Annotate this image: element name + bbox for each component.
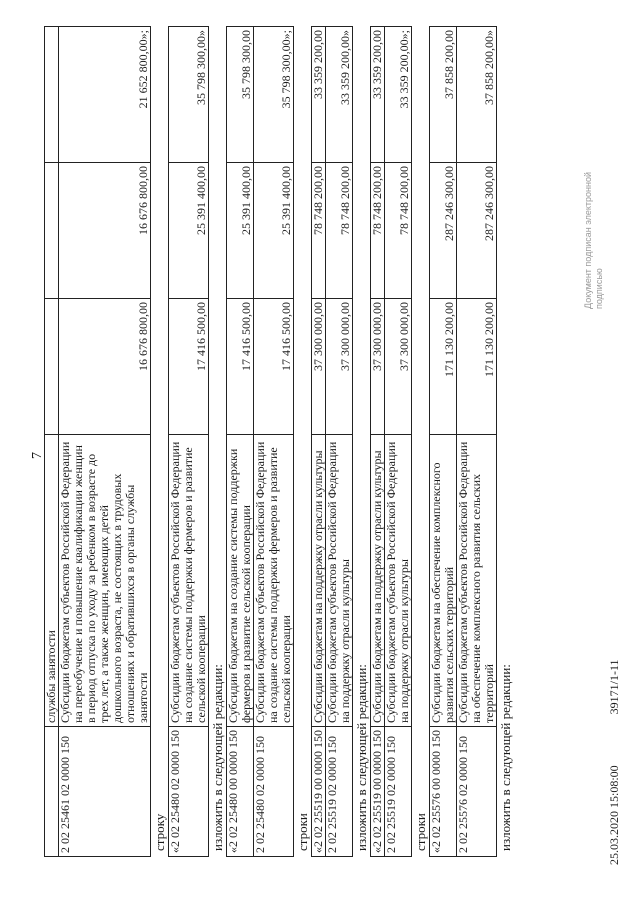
amount-cell: 25 391 400,00 <box>169 163 209 299</box>
description-cell: Субсидии бюджетам на создание системы поддержки фермеров и развитие сельской кооперации <box>227 435 254 727</box>
table-row <box>227 27 254 857</box>
instruction-text: строки <box>295 813 310 851</box>
amount-cell: 78 748 200,00 <box>385 163 412 299</box>
amount-cell: 35 798 300,00 <box>227 27 254 163</box>
amount-cell: 37 300 000,00 <box>371 299 385 435</box>
amount-cell <box>45 299 59 435</box>
description-cell: службы занятости <box>45 435 59 727</box>
stamp-line: подписью <box>594 268 604 309</box>
amount-cell: 33 359 200,00 <box>371 27 385 163</box>
amount-cell: 21 652 800,00»; <box>59 27 151 163</box>
amount-cell: 78 748 200,00 <box>371 163 385 299</box>
table-row <box>457 27 497 857</box>
amount-cell <box>45 163 59 299</box>
amount-cell: 16 676 800,00 <box>59 299 151 435</box>
amount-cell <box>45 27 59 163</box>
budget-table <box>429 26 497 857</box>
section-block <box>497 27 514 857</box>
amount-cell: 33 359 200,00»; <box>385 27 412 163</box>
description-cell: Субсидии бюджетам на обеспечение комплексного развития сельских территорий <box>430 435 457 727</box>
budget-table <box>226 26 294 857</box>
document-body <box>44 27 514 857</box>
amount-cell: 25 391 400,00 <box>227 163 254 299</box>
section-block <box>151 27 209 857</box>
description-cell: Субсидии бюджетам субъектов Российской Федерации на обеспечение комплексного развития сельских территорий <box>457 435 497 727</box>
budget-code-cell: 2 02 25519 02 0000 150 <box>326 727 353 857</box>
section-block <box>353 27 412 857</box>
instruction-text: изложить в следующей редакции: <box>210 664 225 851</box>
amount-cell: 37 300 000,00 <box>312 299 326 435</box>
table-row <box>59 27 151 857</box>
amount-cell: 33 359 200,00 <box>312 27 326 163</box>
instruction-text: строку <box>152 813 167 851</box>
amount-cell: 35 798 300,00»; <box>254 27 294 163</box>
amount-cell: 33 359 200,00» <box>326 27 353 163</box>
amount-cell: 171 130 200,00 <box>457 299 497 435</box>
amount-cell: 287 246 300,00 <box>430 163 457 299</box>
amount-cell: 37 300 000,00 <box>326 299 353 435</box>
amount-cell: 25 391 400,00 <box>254 163 294 299</box>
amount-cell: 37 858 200,00» <box>457 27 497 163</box>
budget-table <box>370 26 412 857</box>
amount-cell: 171 130 200,00 <box>430 299 457 435</box>
description-cell: Субсидии бюджетам субъектов Российской Федерации на создание системы поддержки фермеров и развитие сельской кооперации <box>169 435 209 727</box>
page-number: 7 <box>30 452 45 459</box>
budget-code-cell: «2 02 25519 00 0000 150 <box>371 727 385 857</box>
table-row <box>385 27 412 857</box>
budget-code-cell: «2 02 25480 00 0000 150 <box>227 727 254 857</box>
amount-cell: 17 416 500,00 <box>227 299 254 435</box>
instruction-text: изложить в следующей редакции: <box>498 664 513 851</box>
amount-cell: 16 676 800,00 <box>59 163 151 299</box>
amount-cell: 78 748 200,00 <box>312 163 326 299</box>
amount-cell: 35 798 300,00» <box>169 27 209 163</box>
table-row <box>371 27 385 857</box>
amount-cell: 287 246 300,00 <box>457 163 497 299</box>
instruction-text: изложить в следующей редакции: <box>354 664 369 851</box>
budget-table <box>168 26 209 857</box>
amount-cell: 37 858 200,00 <box>430 27 457 163</box>
description-cell: Субсидии бюджетам субъектов Российской Федерации на создание системы поддержки фермеров и развитие сельской кооперации <box>254 435 294 727</box>
amount-cell: 37 300 000,00 <box>385 299 412 435</box>
stamp-line: Документ подписан электронной <box>583 171 593 309</box>
budget-code-cell: 2 02 25461 02 0000 150 <box>59 727 151 857</box>
section-block <box>294 27 353 857</box>
budget-table <box>311 26 353 857</box>
section-block <box>209 27 294 857</box>
budget-code-cell: 2 02 25576 02 0000 150 <box>457 727 497 857</box>
description-cell: Субсидии бюджетам субъектов Российской Федерации на переобучение и повышение квалификации женщин в период отпуска по уходу за ребенком в возрасте до трех лет, а также женщин, имеющих детей дошкольного возраста, не состоящих в трудовых отношениях и обратившихся в органы службы занятости <box>59 435 151 727</box>
table-row <box>430 27 457 857</box>
budget-code-cell: «2 02 25519 00 0000 150 <box>312 727 326 857</box>
description-cell: Субсидии бюджетам субъектов Российской Федерации на поддержку отрасли культуры <box>326 435 353 727</box>
budget-code-cell <box>45 727 59 857</box>
amount-cell: 17 416 500,00 <box>169 299 209 435</box>
table-row <box>254 27 294 857</box>
amount-cell: 17 416 500,00 <box>254 299 294 435</box>
table-row <box>169 27 209 857</box>
table-row <box>312 27 326 857</box>
budget-code-cell: «2 02 25480 02 0000 150 <box>169 727 209 857</box>
amount-cell: 78 748 200,00 <box>326 163 353 299</box>
section-block <box>412 27 497 857</box>
description-cell: Субсидии бюджетам субъектов Российской Федерации на поддержку отрасли культуры <box>385 435 412 727</box>
table-row <box>45 27 59 857</box>
budget-code-cell: 2 02 25480 02 0000 150 <box>254 727 294 857</box>
table-row <box>326 27 353 857</box>
budget-table <box>44 26 151 857</box>
budget-code-cell: 2 02 25519 02 0000 150 <box>385 727 412 857</box>
signature-stamp <box>583 172 605 309</box>
footer-doc-number: 39171/1-11 <box>607 659 621 715</box>
description-cell: Субсидии бюджетам на поддержку отрасли культуры <box>312 435 326 727</box>
budget-code-cell: «2 02 25576 00 0000 150 <box>430 727 457 857</box>
footer <box>607 611 622 865</box>
section-block <box>44 27 151 857</box>
instruction-text: строки <box>413 813 428 851</box>
footer-date: 25.03.2020 15:08:00 <box>607 765 621 865</box>
description-cell: Субсидии бюджетам на поддержку отрасли культуры <box>371 435 385 727</box>
